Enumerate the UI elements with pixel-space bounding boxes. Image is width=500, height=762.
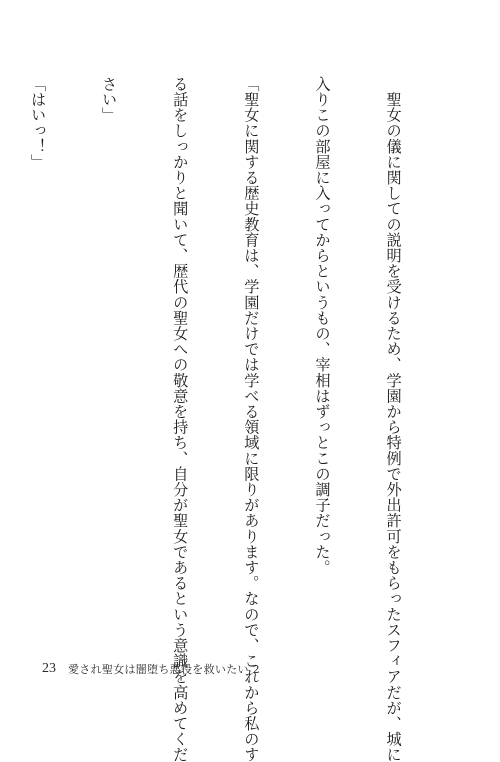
text-line-6: 「はいっ！」 [29,76,48,170]
text-line-5: さい」 [100,76,119,123]
running-title: 愛され聖女は闇堕ち悪役を救いたい 2 [68,663,260,676]
page-footer [42,660,260,678]
text-line-2: 入りこの部屋に入ってからというもの、宰相はずっとこの調子だった。 [313,76,332,576]
text-line-4: る話をしっかりと聞いて、歴代の聖女への敬意を持ち、自分が聖女であるという意識を高めてくだ [171,76,190,762]
page-number: 23 [42,661,56,676]
text-line-3: 「聖女に関する歴史教育は、学園だけでは学べる領域に限りがあります。なので、これから私のす [242,76,261,762]
text-line-1: 聖女の儀に関しての説明を受けるため、学園から特例で外出許可をもらったスフィアだが、城に [384,76,403,762]
